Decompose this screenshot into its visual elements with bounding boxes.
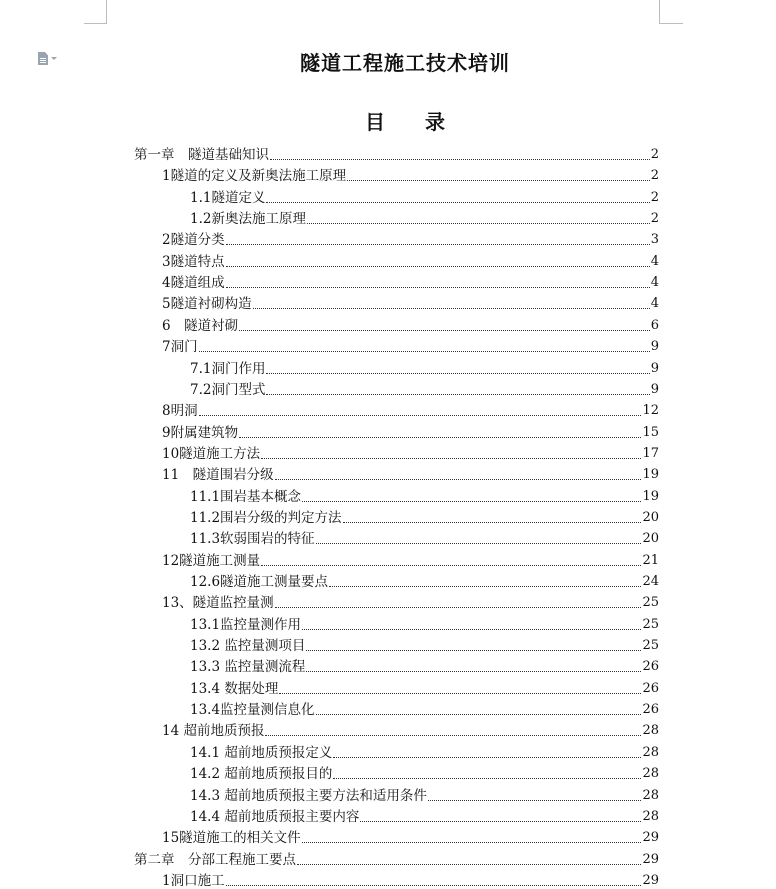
toc-leader-dots (297, 864, 641, 865)
toc-entry[interactable] (190, 185, 659, 206)
toc-entry-page: 2 (650, 168, 659, 184)
toc-entry-text: 1.1隧道定义 (190, 189, 266, 206)
toc-entry-text: 8明洞 (162, 403, 198, 420)
toc-leader-dots (279, 693, 641, 694)
toc-entry[interactable] (190, 526, 659, 547)
toc-entry[interactable] (162, 163, 659, 184)
toc-entry[interactable] (190, 505, 659, 526)
toc-leader-dots (333, 757, 641, 758)
toc-leader-dots (275, 479, 642, 480)
toc-entry-page: 3 (650, 232, 659, 248)
toc-leader-dots (306, 671, 641, 672)
toc-entry[interactable] (134, 847, 659, 868)
toc-entry-text: 13.2 监控量测项目 (190, 638, 306, 655)
toc-heading (0, 106, 776, 135)
toc-entry-page: 29 (642, 872, 659, 888)
toc-entry[interactable] (190, 761, 659, 782)
toc-leader-dots (226, 244, 650, 245)
toc-entry[interactable] (162, 441, 659, 462)
toc-heading-right: 录 (425, 110, 445, 134)
toc-entry[interactable] (162, 334, 659, 355)
toc-leader-dots (239, 330, 650, 331)
toc-entry-page: 26 (642, 702, 659, 718)
toc-entry-page: 24 (642, 574, 659, 589)
toc-entry-text: 3隧道特点 (162, 253, 225, 270)
crop-mark-top-left (84, 0, 107, 24)
toc-entry-page: 2 (650, 147, 659, 162)
toc-entry-page: 9 (650, 360, 659, 376)
toc-entry[interactable] (162, 868, 659, 889)
toc-entry-text: 14.4 超前地质预报主要内容 (190, 808, 360, 825)
toc-entry-page: 25 (642, 595, 659, 611)
toc-leader-dots (275, 607, 642, 608)
toc-entry-text: 7.1洞门作用 (190, 360, 266, 377)
toc-entry-page: 28 (642, 723, 659, 739)
toc-entry[interactable] (190, 804, 659, 825)
toc-entry-text: 7洞门 (162, 339, 198, 356)
toc-entry[interactable] (162, 462, 659, 483)
toc-entry-page: 28 (642, 787, 659, 803)
toc-entry[interactable] (162, 590, 659, 611)
toc-entry-page: 6 (650, 317, 659, 333)
toc-entry-text: 13.3 监控量测流程 (190, 659, 306, 676)
toc-entry-text: 12.6隧道施工测量要点 (190, 574, 329, 590)
toc-entry-page: 28 (642, 744, 659, 760)
toc-entry-text: 13.4 数据处理 (190, 680, 279, 697)
toc-entry-page: 4 (650, 296, 659, 312)
toc-leader-dots (333, 778, 641, 779)
toc-leader-dots (239, 437, 641, 438)
toc-leader-dots (428, 800, 642, 801)
toc-entry-text: 11.1围岩基本概念 (190, 488, 302, 505)
toc-entry[interactable] (162, 548, 659, 569)
toc-entry[interactable] (162, 227, 659, 248)
toc-leader-dots (226, 885, 642, 886)
toc-entry-text: 第一章 隧道基础知识 (134, 147, 269, 163)
toc-entry[interactable] (190, 206, 659, 227)
toc-leader-dots (306, 650, 641, 651)
toc-leader-dots (266, 202, 649, 203)
toc-entry[interactable] (162, 270, 659, 291)
toc-entry-text: 5隧道衬砌构造 (162, 296, 252, 313)
toc-entry-text: 13、隧道监控量测 (162, 595, 274, 612)
toc-entry-page: 2 (650, 211, 659, 227)
toc-entry-text: 2隧道分类 (162, 232, 225, 249)
toc-leader-dots (302, 842, 642, 843)
toc-entry[interactable] (162, 398, 659, 419)
toc-entry[interactable] (190, 740, 659, 761)
toc-leader-dots (266, 373, 649, 374)
toc-leader-dots (199, 351, 650, 352)
toc-entry-page: 21 (642, 552, 659, 568)
toc-entry-page: 12 (642, 403, 659, 419)
toc-leader-dots (360, 821, 641, 822)
toc-entry[interactable] (190, 676, 659, 697)
toc-entry[interactable] (162, 420, 659, 441)
toc-entry[interactable] (190, 633, 659, 654)
toc-leader-dots (265, 735, 641, 736)
toc-entry-text: 11.3软弱围岩的特征 (190, 531, 315, 548)
toc-entry-page: 9 (650, 381, 659, 397)
toc-entry-page: 26 (642, 680, 659, 696)
toc-entry-page: 28 (642, 808, 659, 824)
toc-leader-dots (226, 287, 650, 288)
toc-entry[interactable] (162, 313, 659, 334)
toc-entry-text: 14.3 超前地质预报主要方法和适用条件 (190, 787, 427, 804)
toc-heading-left: 目 (365, 110, 385, 134)
toc-entry-text: 15隧道施工的相关文件 (162, 830, 301, 847)
toc-entry-text: 13.1监控量测作用 (190, 616, 302, 633)
toc-leader-dots (343, 522, 642, 523)
toc-entry-page: 25 (642, 638, 659, 654)
toc-leader-dots (347, 180, 650, 181)
toc-entry-page: 28 (642, 766, 659, 782)
toc-leader-dots (266, 394, 649, 395)
toc-entry-text: 9附属建筑物 (162, 424, 239, 441)
toc-leader-dots (302, 629, 641, 630)
toc-entry-text: 14 超前地质预报 (162, 723, 265, 740)
toc-entry-page: 17 (642, 445, 659, 461)
toc-entry-text: 14.1 超前地质预报定义 (190, 744, 333, 761)
toc-leader-dots (261, 565, 641, 566)
toc-entry-text: 1.2新奥法施工原理 (190, 211, 306, 228)
toc-entry[interactable] (190, 654, 659, 675)
toc-entry-text: 10隧道施工方法 (162, 445, 261, 462)
toc-entry[interactable] (162, 825, 659, 846)
toc-entry-page: 19 (642, 467, 659, 483)
toc-entry-page: 20 (642, 509, 659, 525)
toc-leader-dots (261, 458, 641, 459)
toc-entry-page: 4 (650, 275, 659, 291)
toc-leader-dots (226, 266, 650, 267)
toc-leader-dots (329, 586, 641, 587)
toc-entry-page: 29 (642, 851, 659, 867)
toc-entry-page: 29 (642, 830, 659, 846)
toc-entry[interactable] (190, 356, 659, 377)
toc-leader-dots (253, 308, 650, 309)
toc-entry-page: 20 (642, 531, 659, 547)
toc-entry-text: 14.2 超前地质预报目的 (190, 766, 333, 783)
toc-entry-text: 第二章 分部工程施工要点 (134, 851, 296, 868)
toc-entry[interactable] (162, 718, 659, 739)
toc-entry-text: 1洞口施工 (162, 872, 225, 889)
toc-entry[interactable] (190, 569, 659, 590)
toc-entry-text: 11 隧道围岩分级 (162, 467, 274, 484)
toc-entry-page: 26 (642, 659, 659, 675)
toc-entry-page: 15 (642, 424, 659, 440)
toc-entry[interactable] (190, 377, 659, 398)
toc-leader-dots (316, 543, 642, 544)
crop-mark-top-right (659, 0, 683, 24)
toc-entry[interactable] (190, 697, 659, 718)
toc-entry-page: 9 (650, 339, 659, 355)
toc-entry-text: 13.4监控量测信息化 (190, 702, 315, 719)
toc-entry[interactable] (134, 142, 659, 163)
toc-entry[interactable] (190, 783, 659, 804)
toc-leader-dots (307, 223, 650, 224)
toc-leader-dots (270, 159, 650, 160)
toc-leader-dots (199, 415, 642, 416)
toc-entry-page: 4 (650, 253, 659, 269)
toc-entry-page: 25 (642, 616, 659, 632)
toc-leader-dots (316, 714, 642, 715)
toc-entry[interactable] (190, 484, 659, 505)
toc-leader-dots (302, 501, 641, 502)
toc-entry[interactable] (162, 249, 659, 270)
toc-entry-text: 7.2洞门型式 (190, 381, 266, 398)
toc-entry[interactable] (190, 612, 659, 633)
toc-entry-text: 6 隧道衬砌 (162, 317, 239, 334)
toc-entry-text: 12隧道施工测量 (162, 552, 261, 569)
toc-entry-text: 11.2围岩分级的判定方法 (190, 509, 342, 526)
toc-entry-text: 1隧道的定义及新奥法施工原理 (162, 168, 347, 185)
toc-entry-page: 2 (650, 189, 659, 205)
toc-entry[interactable] (162, 291, 659, 312)
document-title: 隧道工程施工技术培训 (300, 51, 510, 75)
toc-entry-page: 19 (642, 488, 659, 504)
toc-entry-text: 4隧道组成 (162, 275, 225, 292)
